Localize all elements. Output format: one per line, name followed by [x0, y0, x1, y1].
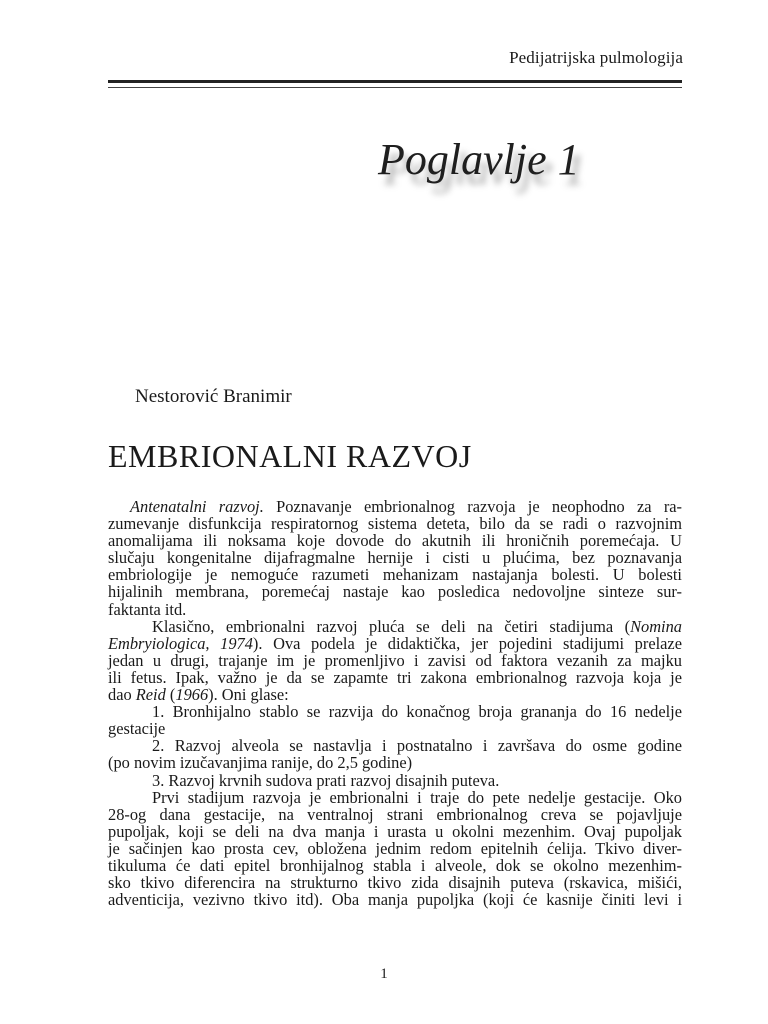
paragraph-line: adventicija, vezivno tkivo itd). Oba manja pupoljka (koji će kasnije činiti levi i: [108, 890, 682, 910]
paragraph-line: sko tkivo diferencira na strukturno tkivo zida disajnih puteva (rskavica, mišići,: [108, 873, 682, 893]
list-item-line: 1. Bronhijalno stablo se razvija do konačnog broja grananja do 16 nedelje: [152, 702, 682, 722]
list-item-line: 3. Razvoj krvnih sudova prati razvoj disajnih puteva.: [152, 770, 500, 790]
paragraph-line: tikuluma će dati epitel bronhijalnog stabla i alveole, dok se okolno mezenhim-: [108, 855, 682, 875]
paragraph-line: Prvi stadijum razvoja je embrionalni i traje do pete nedelje gestacije. Oko: [152, 787, 682, 807]
paragraph-line: pupoljak, koji se deli na dva manja i urasta u okolni mezenhim. Ovaj pupoljak: [108, 821, 682, 841]
lead-italic: Antenatalni razvoj.: [130, 497, 264, 516]
page-number: 1: [380, 966, 388, 982]
paragraph-line: 28-og dana gestacije, na ventralnoj strani embrionalnog creva se pojavljuje: [108, 804, 682, 824]
text-span: ). Ova podela je didaktička, jer pojedini stadijumi prelaze: [252, 633, 682, 653]
paragraph-line: jedan u drugi, trajanje im je promenljivo i zavisi od faktora vezanih za majku: [108, 650, 682, 670]
citation-italic: Embryiologica, 1974: [108, 633, 253, 653]
paragraph-line: [108, 618, 682, 635]
citation-italic: Nomina: [630, 616, 682, 636]
paragraph-line: slučaju kongenitalne dijafragmalne hernije i cisti u plućima, bez poznavanja: [108, 548, 682, 568]
list-item-line: gestacije: [108, 719, 166, 739]
paragraph-line: embriologije je nemoguće razumeti mehanizam nastajanja bolesti. U bolesti: [108, 565, 682, 585]
paragraph-line: anomalijama ili noksama koje dovode do akutnih ili hroničnih poremećaja. U: [108, 531, 682, 551]
paragraph-line: [108, 686, 682, 703]
paragraph-line: zumevanje disfunkcija respiratornog sistema deteta, bilo da se radi o razvojnim: [108, 514, 682, 534]
text-span: Klasično, embrionalni razvoj pluća se deli na četiri stadijuma (: [152, 616, 631, 636]
text-span: dao: [108, 685, 136, 705]
header-rule-thin: [108, 87, 682, 88]
paragraph-line: ili fetus. Ipak, važno je da se zapamte tri zakona embrionalnog razvoja koja je: [108, 667, 682, 687]
header-rule: [108, 80, 682, 83]
text-span: Poznavanje embrionalnog razvoja je neophodno za ra-: [263, 497, 683, 516]
citation-italic: 1966: [175, 685, 209, 705]
paragraph-line: faktanta itd.: [108, 599, 187, 619]
citation-italic: Reid: [135, 685, 166, 705]
text-span: ). Oni glase:: [208, 685, 289, 705]
running-header: Pedijatrijska pulmologija: [509, 48, 683, 67]
paragraph-line: je sačinjen kao prosta cev, obložena jednim redom epitelnih ćelija. Tkivo diver-: [108, 838, 682, 858]
author-name: Nestorović Branimir: [135, 386, 292, 407]
section-heading: EMBRIONALNI RAZVOJ: [108, 438, 472, 474]
list-item-line: 2. Razvoj alveola se nastavlja i postnatalno i završava do osme godine: [152, 736, 682, 756]
paragraph-line: [108, 498, 682, 515]
chapter-title: Poglavlje 1: [378, 135, 580, 184]
paragraph-line: [108, 635, 682, 652]
paragraph-line: hijalinih membrana, poremećaj nastaje kao posledica nedovoljne sinteze sur-: [108, 582, 682, 602]
body-text: [108, 498, 682, 908]
text-span: (: [165, 685, 176, 705]
list-item-line: (po novim izučavanjima ranije, do 2,5 godine): [108, 753, 413, 773]
